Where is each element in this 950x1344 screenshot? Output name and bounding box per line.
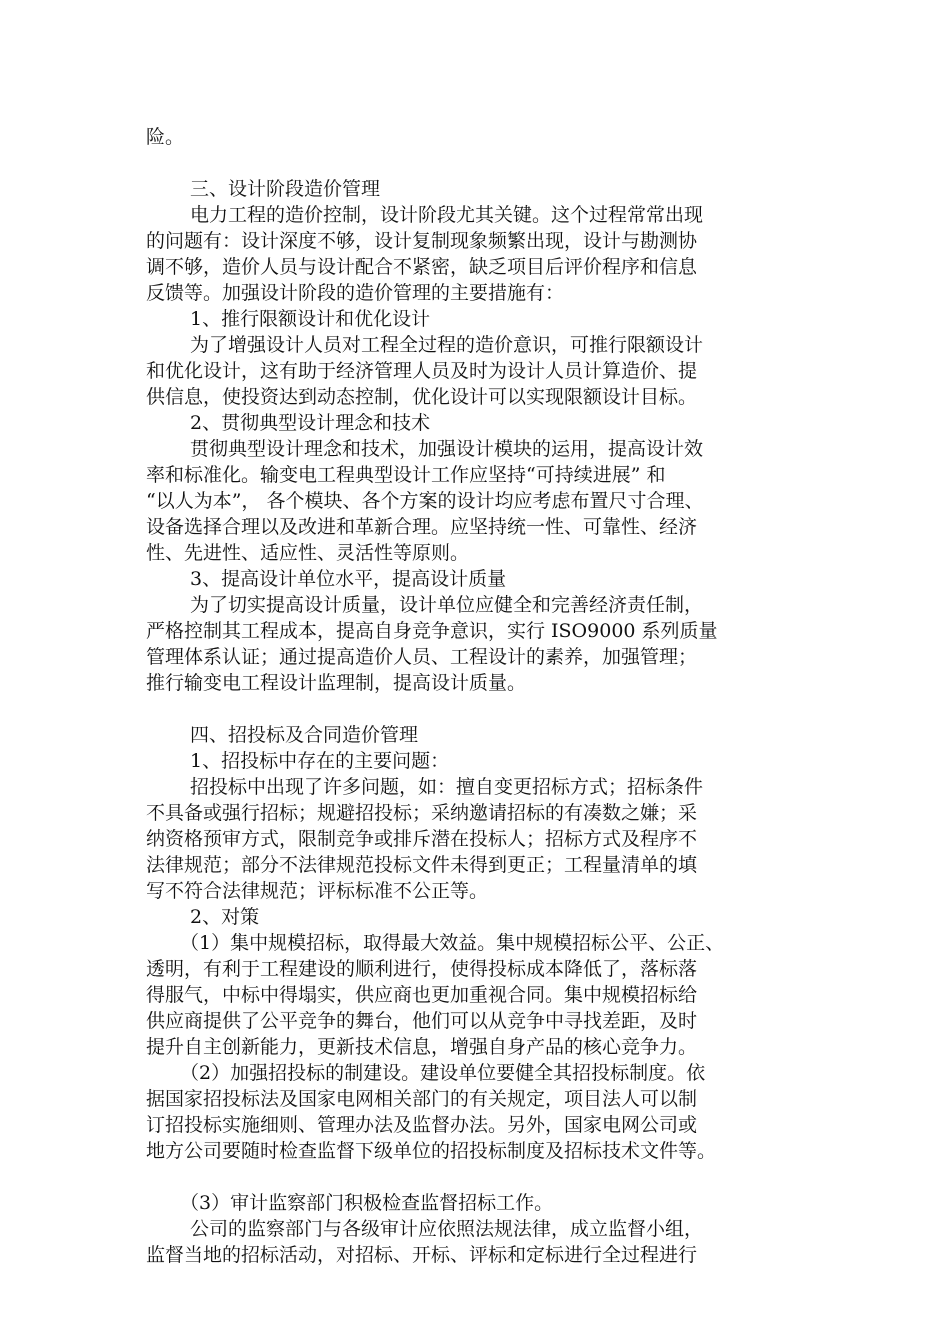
paragraph-gap (146, 696, 816, 722)
text-line: 反馈等。加强设计阶段的造价管理的主要措施有： (146, 282, 565, 304)
text-line: 管理体系认证；通过提高造价人员、工程设计的素养，加强管理； (146, 646, 698, 668)
text-line: 率和标准化。输变电工程典型设计工作应坚持“可持续进展” 和 (146, 464, 666, 486)
text-line: 地方公司要随时检查监督下级单位的招投标制度及招标技术文件等。 (146, 1140, 717, 1162)
text-line: 不具备或强行招标；规避招投标；采纳邀请招标的有凑数之嫌；采 (146, 802, 698, 824)
text-line: （3）审计监察部门积极检查监督招标工作。 (180, 1192, 554, 1214)
text-line: 和优化设计，这有助于经济管理人员及时为设计人员计算造价、提 (146, 360, 698, 382)
text-line: 得服气，中标中得塌实，供应商也更加重视合同。集中规模招标给 (146, 984, 698, 1006)
text-line: 调不够，造价人员与设计配合不紧密，缺乏项目后评价程序和信息 (146, 256, 698, 278)
text-line: 1、招投标中存在的主要问题： (190, 750, 450, 772)
paragraph-gap (146, 150, 816, 176)
text-line: 推行输变电工程设计监理制，提高设计质量。 (146, 672, 527, 694)
text-line: 3、提高设计单位水平，提高设计质量 (190, 568, 507, 590)
text-line: 订招投标实施细则、管理办法及监督办法。另外，国家电网公司或 (146, 1114, 698, 1136)
text-line: 招投标中出现了许多问题，如：擅自变更招标方式；招标条件 (190, 776, 704, 798)
text-line: 提升自主创新能力，更新技术信息，增强自身产品的核心竞争力。 (146, 1036, 698, 1058)
text-line: 供应商提供了公平竞争的舞台，他们可以从竞争中寻找差距，及时 (146, 1010, 698, 1032)
text-line: 法律规范；部分不法律规范投标文件未得到更正；工程量清单的填 (146, 854, 698, 876)
text-line: 性、先进性、适应性、灵活性等原则。 (146, 542, 470, 564)
text-line: 公司的监察部门与各级审计应依照法规法律，成立监督小组， (190, 1218, 704, 1240)
text-line: 写不符合法律规范；评标标准不公正等。 (146, 880, 489, 902)
text-line: 设备选择合理以及改进和革新合理。应坚持统一性、可靠性、经济 (146, 516, 698, 538)
text-line: 监督当地的招标活动，对招标、开标、评标和定标进行全过程进行 (146, 1244, 698, 1266)
paragraph-gap (146, 1164, 816, 1190)
text-line: 电力工程的造价控制，设计阶段尤其关键。这个过程常常出现 (190, 204, 704, 226)
text-line: 的问题有：设计深度不够，设计复制现象频繁出现，设计与勘测协 (146, 230, 698, 252)
text-line: 严格控制其工程成本，提高自身竞争意识，实行 ISO9000 系列质量 (146, 620, 718, 642)
text-line: 为了增强设计人员对工程全过程的造价意识，可推行限额设计 (190, 334, 704, 356)
text-line: 贯彻典型设计理念和技术，加强设计模块的运用，提高设计效 (190, 438, 704, 460)
text-line: 2、贯彻典型设计理念和技术 (190, 412, 431, 434)
text-line: 供信息，使投资达到动态控制，优化设计可以实现限额设计目标。 (146, 386, 698, 408)
text-line: 据国家招投标法及国家电网相关部门的有关规定，项目法人可以制 (146, 1088, 698, 1110)
text-line: 四、招投标及合同造价管理 (190, 724, 419, 746)
document-body (146, 124, 816, 1268)
text-line: 2、对策 (190, 906, 260, 928)
text-line: 险。 (146, 126, 185, 148)
text-line: 三、设计阶段造价管理 (190, 178, 381, 200)
text-line: 为了切实提高设计质量，设计单位应健全和完善经济责任制， (190, 594, 704, 616)
text-line: 纳资格预审方式，限制竞争或排斥潜在投标人；招标方式及程序不 (146, 828, 698, 850)
text-line: “以人为本”， 各个模块、各个方案的设计均应考虑布置尺寸合理、 (146, 490, 704, 512)
text-line: （2）加强招投标的制建设。建设单位要健全其招投标制度。依 (180, 1062, 706, 1084)
text-line: （1）集中规模招标，取得最大效益。集中规模招标公平、公正、 (180, 932, 725, 954)
text-line: 1、推行限额设计和优化设计 (190, 308, 431, 330)
text-line: 透明，有利于工程建设的顺利进行，使得投标成本降低了，落标落 (146, 958, 698, 980)
